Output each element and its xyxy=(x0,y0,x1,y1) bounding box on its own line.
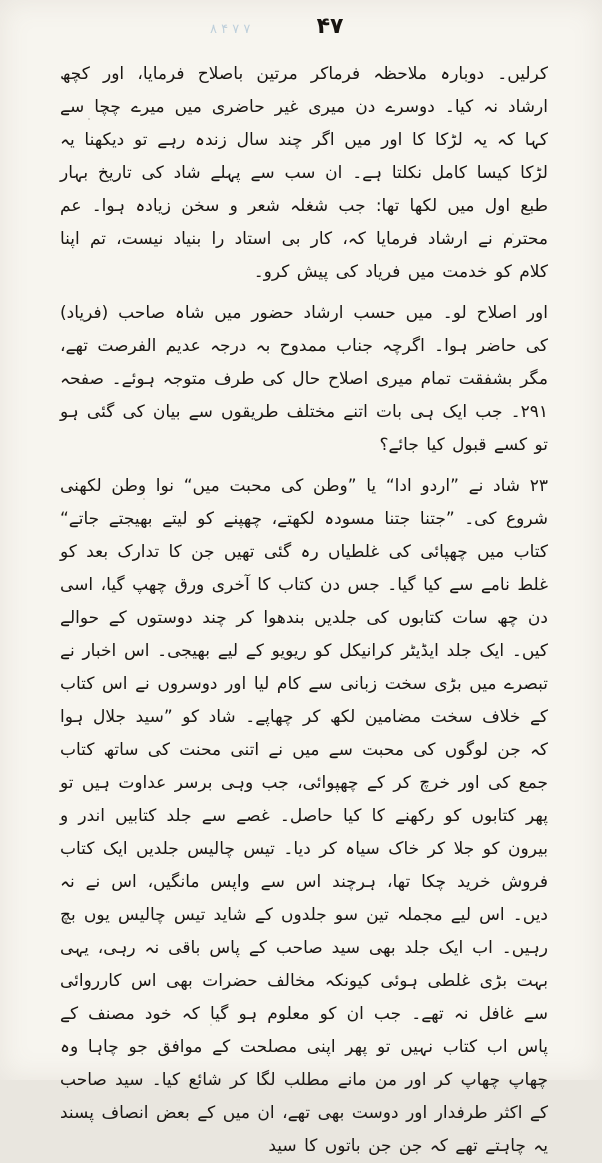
paragraph-gap xyxy=(60,462,548,470)
faint-page-mark: ۸ ۴ ۷ ۷ xyxy=(210,22,251,37)
paragraph-gap xyxy=(60,289,548,297)
paper-speck xyxy=(465,786,467,788)
paper-speck xyxy=(210,1024,212,1026)
paper-speck xyxy=(143,498,145,500)
paper-speck xyxy=(512,233,514,235)
page-number: ۴۷ xyxy=(316,14,344,39)
body-text xyxy=(60,58,548,1156)
paragraph-1: کرلیں۔ دوبارہ ملاحظہ فرماکر مرتین باصلاح فرمایا، اور کچھ ارشاد نہ کیا۔ دوسرے دن میری غیر حاضری میں میرے چچا سے کہا کہ یہ لڑکا کا اور میں اگر چند سال زندہ رہے تو دیکھنا یہ لڑکا کیسا کامل نکلتا ہے۔ ان سب سے پہلے شاد کی تاریخ بہار طبع اول میں لکھا تھا: جب شغلہ شعر و سخن زیادہ ہوا۔ عم محترم نے ارشاد فرمایا کہ، کار بی استاد را بنیاد نیست، تم اپنا کلام کو خدمت میں فریاد کی پیش کرو۔ xyxy=(60,64,548,282)
paragraph-2: اور اصلاح لو۔ میں حسب ارشاد حضور میں شاہ صاحب (فریاد) کی حاضر ہوا۔ اگرچہ جناب ممدوح بہ درجہ عدیم الفرصت تھے، مگر بشفقت تمام میری اصلاح حال کی طرف متوجہ ہوئے۔ صفحہ ۲۹۱۔ جب ایک ہی بات اتنے مختلف طریقوں سے بیان کی گئی ہو تو کسے قبول کیا جائے؟ xyxy=(60,303,548,455)
paragraph-3: ۲۳ شاد نے ”اردو ادا“ یا ”وطن کی محبت میں“ نوا وطن لکھنی شروع کی۔ ”جتنا جتنا مسودہ لکھتے، چھپنے کو لیتے بھیجتے جاتے“ کتاب میں چھپائی کی غلطیاں رہ گئی تھیں جن کا تدارک بعد کو غلط نامے سے کیا گیا۔ جس دن کتاب کا آخری ورق چھپ گیا، اسی دن چھ سات کتابوں کی جلدیں بندھوا کر چند دوستوں کے حوالے کیں۔ ایک جلد ایڈیٹر کرانیکل کو ریویو کے لیے بھیجی۔ اس اخبار نے تبصرے میں بڑی سخت زبانی سے کام لیا اور دوسروں نے اس کتاب کے خلاف سخت مضامین لکھ کر چھاپے۔ شاد کو ”سید جلال ہوا کہ جن لوگوں کی محبت سے میں نے اتنی محنت کی ساتھ کتاب جمع کی اور خرچ کر کے چھپوائی، جب وہی برسر عداوت ہیں تو پھر کتابوں کو رکھنے کا کیا حاصل۔ غصے سے جلد کتابیں اندر و بیرون کو جلا کر خاک سیاہ کر دیا۔ تیس چالیس جلدیں ایک کتاب فروش خرید چکا تھا، ہرچند اس سے واپس مانگیں، اس نے نہ دیں۔ اس لیے مجملہ تین سو جلدوں کے شاید تیس چالیس یوں بچ رہیں۔ اب ایک جلد بھی سید صاحب کے پاس باقی نہ رہی، یہی بہت بڑی غلطی ہوئی کیونکہ مخالف حضرات بھی اس کارروائی سے غافل نہ تھے۔ جب ان کو معلوم ہو گیا کہ خود مصنف کے پاس اب کتاب نہیں تو پھر اپنی مصلحت کے موافق جو چاہا وہ چھاپ چھاپ کر اور من مانے مطلب لگا کر شائع کیا۔ سید صاحب کے اکثر طرفدار اور دوست بھی تھے، ان میں کے بعض انصاف پسند یہ چاہتے تھے کہ جن جن باتوں کا سید xyxy=(60,476,548,1156)
paper-speck xyxy=(88,118,90,120)
